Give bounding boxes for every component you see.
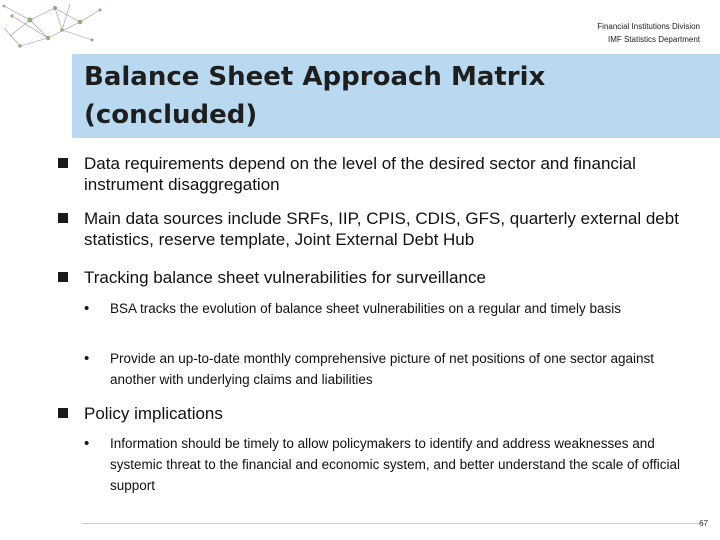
slide-title (84, 58, 604, 134)
dot-bullet-icon: • (84, 435, 90, 452)
dot-bullet-icon: • (84, 300, 90, 317)
square-bullet-icon (58, 272, 68, 282)
organization-header (597, 20, 700, 46)
org-division: Financial Institutions Division (597, 22, 700, 31)
sub-bullet-list (58, 348, 688, 390)
bullet-text: Data requirements depend on the level of the desired sector and financial instrument disaggregation (84, 154, 636, 194)
title-line-1: Balance Sheet Approach Matrix (84, 62, 546, 92)
bullet-list (58, 267, 688, 288)
sub-bullet-text: BSA tracks the evolution of balance sheet vulnerabilities on a regular and timely basis (110, 301, 622, 316)
bullet-item (58, 153, 688, 195)
bullet-item (58, 208, 688, 250)
bullet-text: Main data sources include SRFs, IIP, CPIS, CDIS, GFS, quarterly external debt statistics, reserve template, Joint External Debt Hub (84, 209, 679, 249)
bullet-item (58, 403, 688, 424)
bullet-item (58, 267, 688, 288)
sub-bullet-item (58, 433, 688, 496)
square-bullet-icon (58, 213, 68, 223)
org-department: IMF Statistics Department (607, 35, 700, 44)
sub-bullet-item (58, 298, 688, 319)
bullet-text: Policy implications (84, 404, 223, 423)
dot-bullet-icon: • (84, 350, 90, 367)
square-bullet-icon (58, 158, 68, 168)
sub-bullet-text: Provide an up-to-date monthly comprehensive picture of net positions of one sector against another with underlying claims and liabilities (110, 351, 655, 387)
sub-bullet-text: Information should be timely to allow policymakers to identify and address weaknesses and systemic threat to the financial and economic system, and better understand the scale of official support (110, 436, 681, 493)
imf-network-logo (0, 0, 110, 52)
sub-bullet-list (58, 433, 688, 496)
bullet-list (58, 403, 688, 424)
sub-bullet-item (58, 348, 688, 390)
bullet-list (58, 153, 688, 195)
square-bullet-icon (58, 408, 68, 418)
bullet-list (58, 208, 688, 250)
footer-divider (82, 523, 706, 524)
title-line-2: (concluded) (84, 100, 258, 130)
bullet-text: Tracking balance sheet vulnerabilities for surveillance (84, 268, 486, 287)
sub-bullet-list (58, 298, 688, 319)
page-number: 67 (699, 519, 708, 528)
